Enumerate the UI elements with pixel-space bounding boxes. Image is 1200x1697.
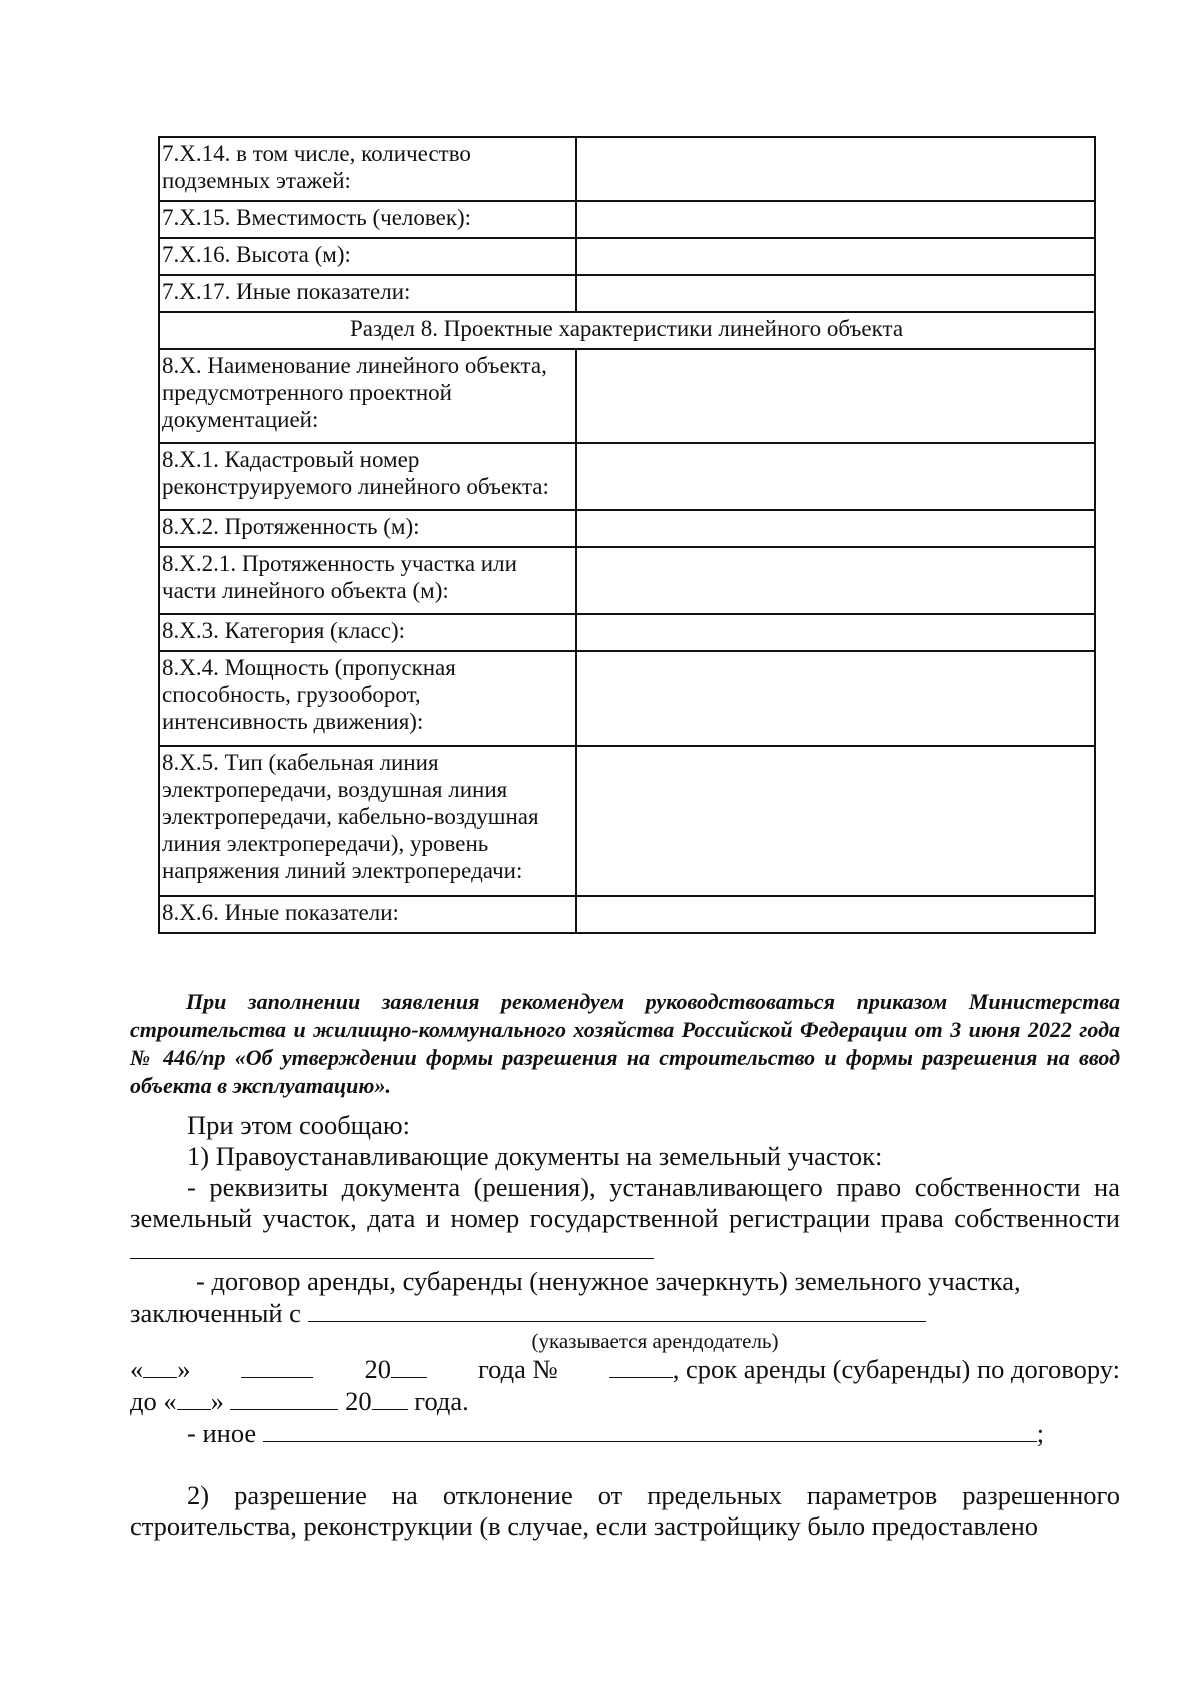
month-blank[interactable] bbox=[241, 1353, 313, 1378]
until-year-blank[interactable] bbox=[372, 1385, 408, 1410]
lease-line-2 bbox=[130, 1297, 1120, 1329]
row-label: 8.Х.4. Мощность (пропускная способность, грузооборот, интенсивность движения): bbox=[159, 651, 576, 746]
row-value-field[interactable] bbox=[576, 443, 1095, 510]
table-row bbox=[159, 201, 1095, 238]
section-header-row bbox=[159, 312, 1095, 349]
row-label: 8.Х.3. Категория (класс): bbox=[159, 614, 576, 651]
item-2-paragraph: 2) разрешение на отклонение от предельных параметров разрешенного строительства, реконструкции (в случае, если застройщику было предоставлено bbox=[130, 1480, 1120, 1541]
row-label: 8.Х.5. Тип (кабельная линия электропередачи, воздушная линия электропередачи, кабельно-воздушная линия электропередачи), уровень напряжения линий электропередачи: bbox=[159, 746, 576, 896]
row-label: 7.Х.16. Высота (м): bbox=[159, 238, 576, 275]
until-month-blank[interactable] bbox=[230, 1385, 338, 1410]
row-label: 8.Х.6. Иные показатели: bbox=[159, 896, 576, 933]
table-row bbox=[159, 614, 1095, 651]
row-label: 8.Х.2. Протяженность (м): bbox=[159, 510, 576, 547]
section-8-title: Раздел 8. Проектные характеристики линейного объекта bbox=[159, 312, 1095, 349]
item-1-line: 1) Правоустанавливающие документы на земельный участок: bbox=[187, 1141, 883, 1171]
table-row bbox=[159, 896, 1095, 933]
date-day-group: « » bbox=[130, 1354, 191, 1384]
until-day-blank[interactable] bbox=[177, 1385, 211, 1410]
row-label: 7.Х.17. Иные показатели: bbox=[159, 275, 576, 312]
row-value-field[interactable] bbox=[576, 614, 1095, 651]
table-row bbox=[159, 510, 1095, 547]
row-label: 7.Х.15. Вместимость (человек): bbox=[159, 201, 576, 238]
other-line: - иное ; bbox=[187, 1418, 1045, 1448]
table-row bbox=[159, 746, 1095, 896]
row-value-field[interactable] bbox=[576, 238, 1095, 275]
lessor-blank[interactable] bbox=[308, 1297, 926, 1322]
row-label: 8.Х.1. Кадастровый номер реконструируемого линейного объекта: bbox=[159, 443, 576, 510]
lease-line-1: - договор аренды, субаренды (ненужное зачеркнуть) земельного участка, bbox=[196, 1266, 1021, 1296]
table-row bbox=[159, 275, 1095, 312]
filling-recommendation-note: При заполнении заявления рекомендуем руководствоваться приказом Министерства строительства и жилищно-коммунального хозяйства Российской Федерации от 3 июня 2022 года № 446/пр «Об утверждении формы разрешения на строительство и формы разрешения на ввод объекта в эксплуатацию». bbox=[130, 989, 1120, 1098]
year-group: 20 bbox=[364, 1353, 427, 1385]
table-row bbox=[159, 349, 1095, 443]
project-characteristics-table bbox=[158, 136, 1096, 934]
table-row bbox=[159, 651, 1095, 746]
year-blank[interactable] bbox=[391, 1353, 427, 1378]
row-value-field[interactable] bbox=[576, 201, 1095, 238]
intro-line: При этом сообщаю: bbox=[187, 1110, 411, 1140]
contract-number-blank[interactable] bbox=[609, 1353, 673, 1378]
requisites-text: - реквизиты документа (решения), устанавливающего право собственности на земельный участок, дата и номер государственной регистрации права собственности bbox=[130, 1172, 1120, 1233]
table-row bbox=[159, 547, 1095, 614]
other-blank[interactable] bbox=[263, 1417, 1037, 1442]
lease-until-line: до « » 20 года. bbox=[130, 1386, 469, 1416]
row-label: 8.Х.2.1. Протяженность участка или части линейного объекта (м): bbox=[159, 547, 576, 614]
row-label: 7.Х.14. в том числе, количество подземных этажей: bbox=[159, 137, 576, 201]
ownership-requisites-paragraph bbox=[130, 1172, 1120, 1266]
row-value-field[interactable] bbox=[576, 137, 1095, 201]
lessor-caption: (указывается арендодатель) bbox=[531, 1329, 779, 1353]
row-value-field[interactable] bbox=[576, 547, 1095, 614]
day-blank[interactable] bbox=[143, 1353, 177, 1378]
lease-concluded-with: заключенный с bbox=[130, 1298, 301, 1328]
row-label: 8.Х. Наименование линейного объекта, предусмотренного проектной документацией: bbox=[159, 349, 576, 443]
other-label: - иное bbox=[187, 1418, 257, 1448]
table-row bbox=[159, 238, 1095, 275]
lease-date-line bbox=[130, 1353, 1120, 1385]
year-number-label: года № bbox=[477, 1354, 558, 1384]
row-value-field[interactable] bbox=[576, 510, 1095, 547]
ownership-requisites-blank[interactable] bbox=[130, 1234, 654, 1259]
declaration-body bbox=[130, 1110, 1120, 1542]
table-row bbox=[159, 443, 1095, 510]
row-value-field[interactable] bbox=[576, 349, 1095, 443]
row-value-field[interactable] bbox=[576, 651, 1095, 746]
number-and-term: , срок аренды (субаренды) по договору: bbox=[609, 1353, 1120, 1385]
row-value-field[interactable] bbox=[576, 275, 1095, 312]
row-value-field[interactable] bbox=[576, 746, 1095, 896]
row-value-field[interactable] bbox=[576, 896, 1095, 933]
table-row bbox=[159, 137, 1095, 201]
